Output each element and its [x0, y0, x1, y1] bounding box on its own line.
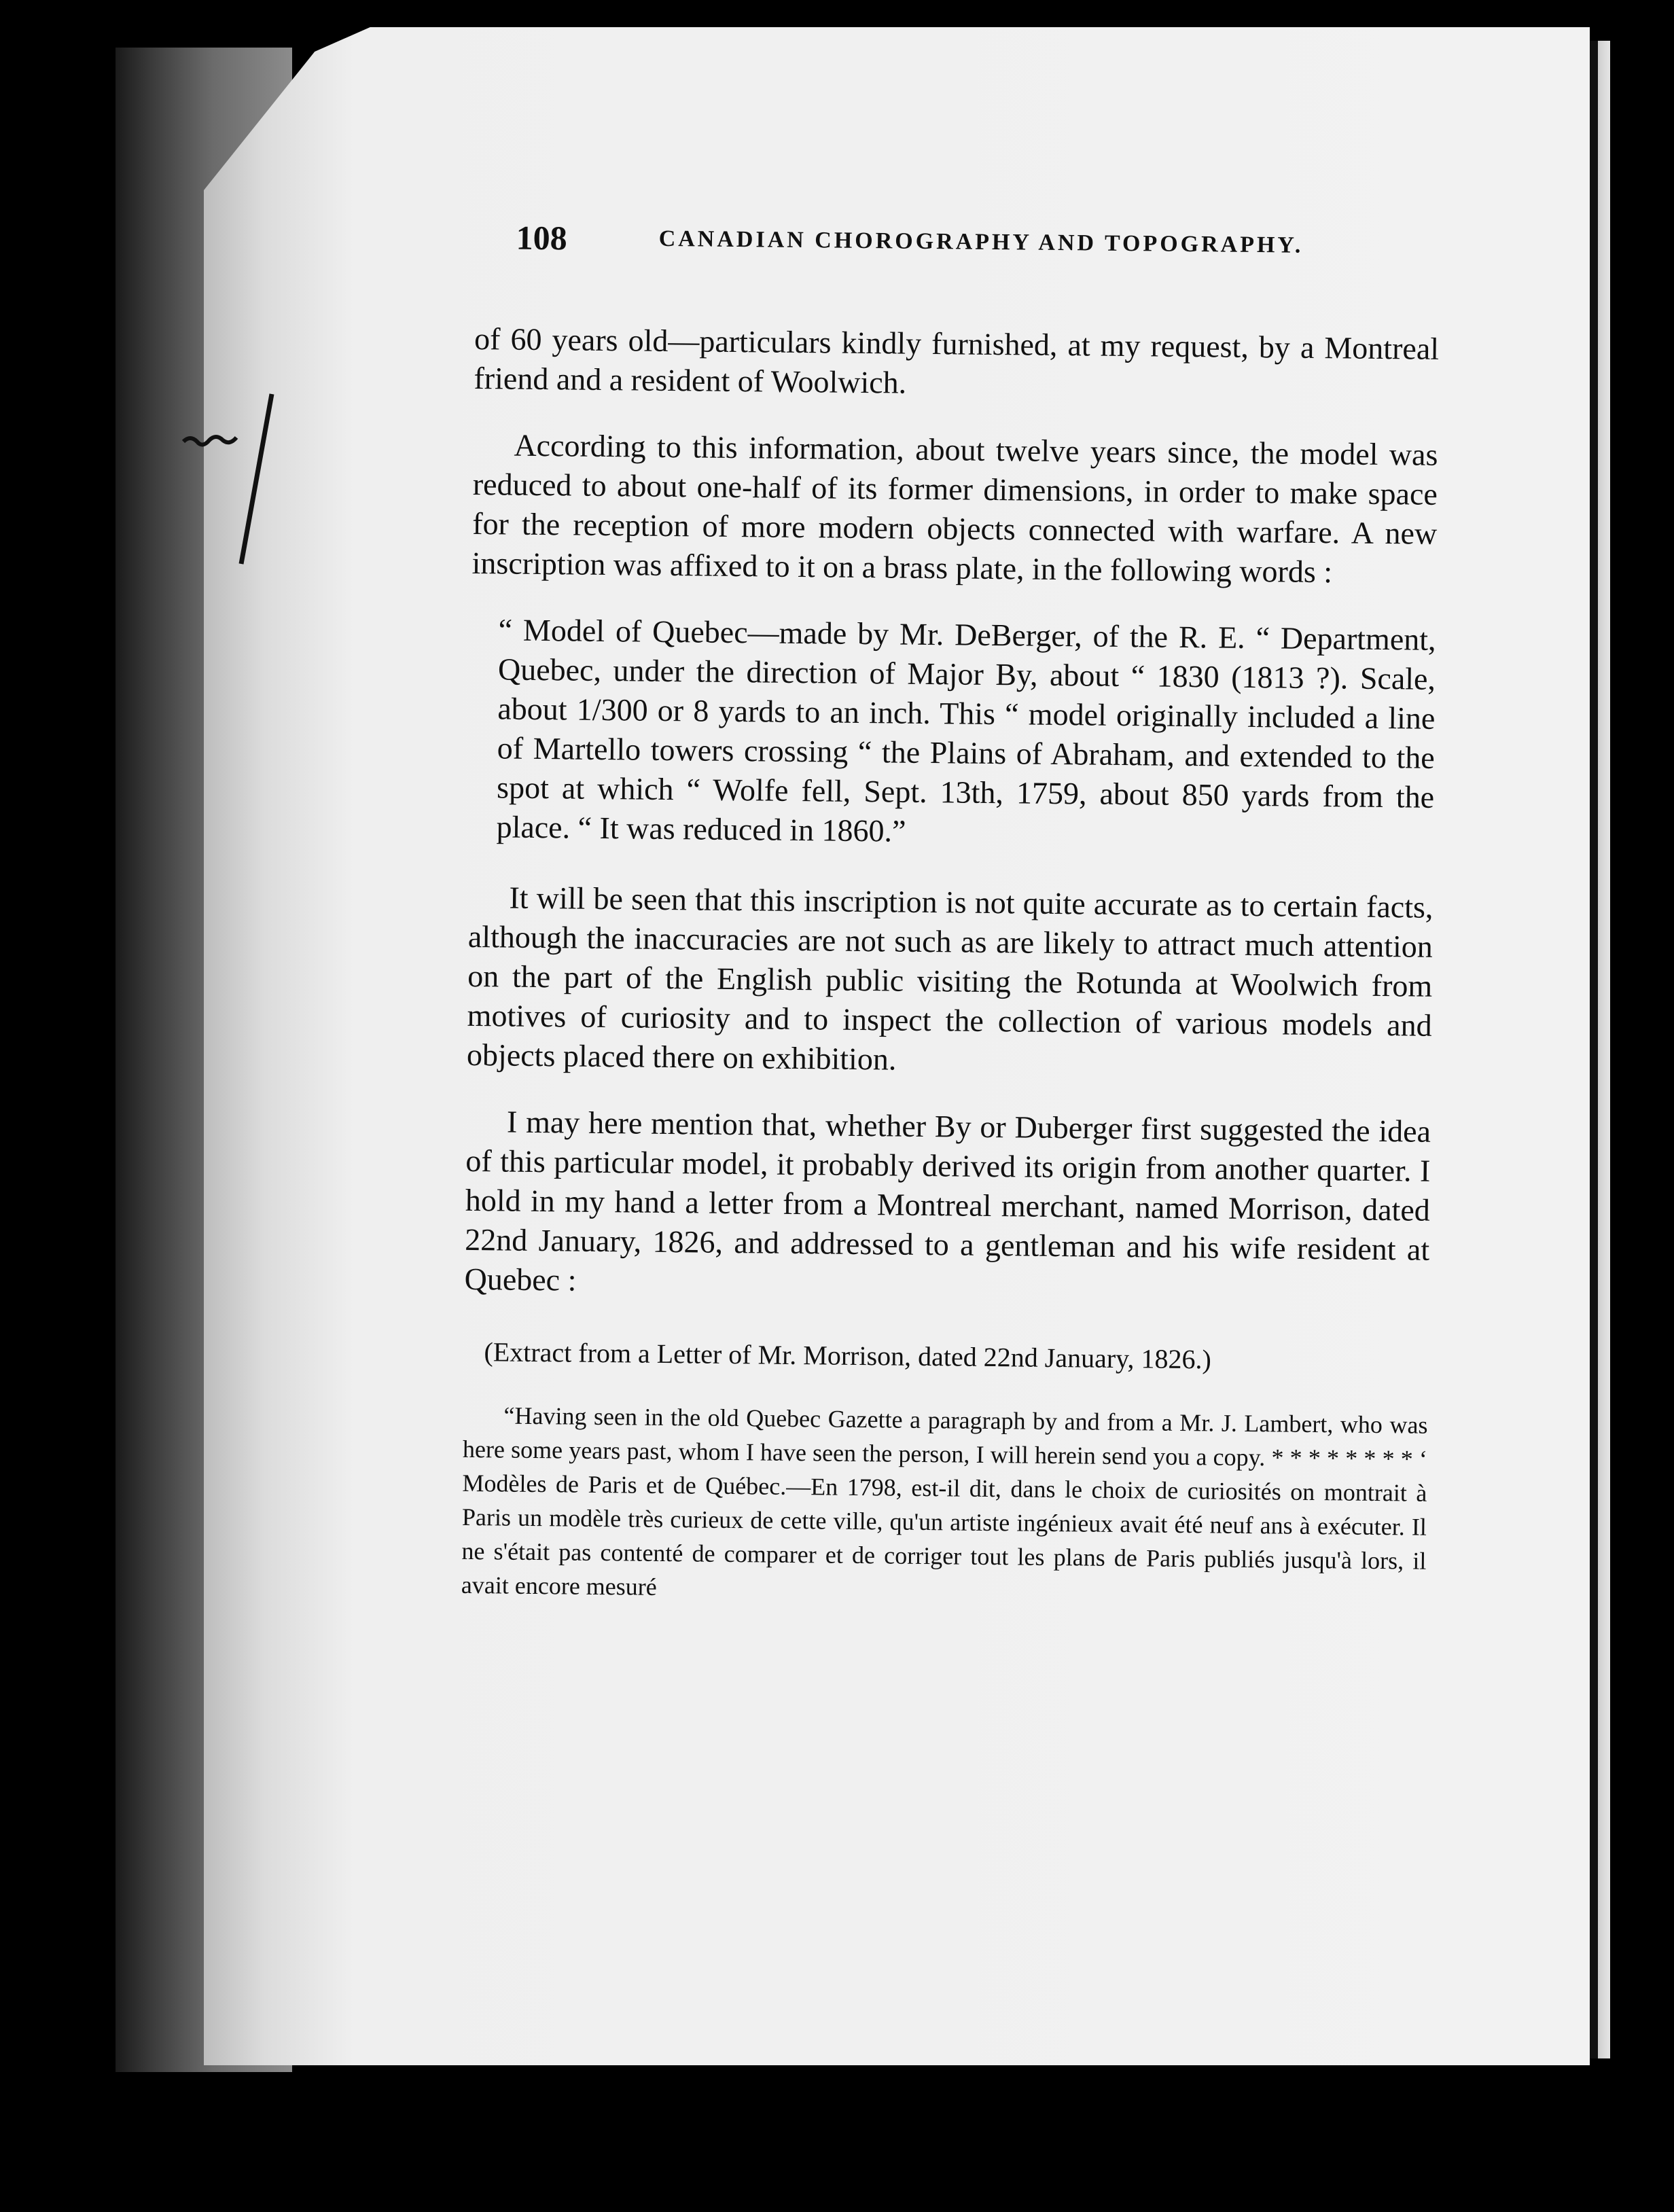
extract-caption: (Extract from a Letter of Mr. Morrison, dated 22nd January, 1826.): [484, 1336, 1212, 1375]
paragraph-3: It will be seen that this inscription is not quite accurate as to certain facts, although the inaccuracies are not such as are likely to attract much attention on the part of the English public visiting the Rotunda at Woolwich from motives of curiosity and to inspect the collection of various models and objects placed there on exhibition.: [466, 880, 1433, 1077]
paragraph-2: According to this information, about twelve years since, the model was reduced to about one-half of its former dimensions, in order to make space for the reception of more modern objects connected with warfare. A new inscription was affixed to it on a brass plate, in the following words :: [471, 427, 1438, 590]
page-header: [475, 217, 1440, 289]
paragraph-1: of 60 years old—particulars kindly furnished, at my request, by a Montreal friend and a resident of Woolwich.: [474, 321, 1440, 400]
page-content: [461, 217, 1440, 1637]
handwritten-margin-mark: [170, 380, 285, 571]
page-number: 108: [516, 218, 567, 257]
letter-extract: “Having seen in the old Quebec Gazette a paragraph by and from a Mr. J. Lambert, who was here some years past, whom I have seen the person, I will herein send you a copy. * * * * * * * * ‘ Modèles de Paris et de Québec.—En 1798, est-il dit, dans le choix de curiosités on montrait à Paris un modèle très curieux de cette ville, qu'un artiste ingénieux avait été neuf ans à exécuter. Il ne s'était pas contenté de comparer et de corriger tout les plans de Paris publiés jusqu'à lors, il avait encore mesuré: [461, 1402, 1428, 1601]
inscription-quote: “ Model of Quebec—made by Mr. DeBerger, of the R. E. “ Department, Quebec, under the direction of Major By, about “ 1830 (1813 ?). Scale, about 1/300 or 8 yards to an inch. This “ model originally included a line of Martello towers crossing “ the Plains of Abraham, and extended to the spot at which “ Wolfe fell, Sept. 13th, 1759, about 850 yards from the place. “ It was reduced in 1860.”: [496, 612, 1436, 849]
paragraph-4: I may here mention that, whether By or Duberger first suggested the idea of this particular model, it probably derived its origin from another quarter. I hold in my hand a letter from a Montreal merchant, named Morrison, dated 22nd January, 1826, and addressed to a gentleman and his wife resident at Quebec :: [464, 1104, 1431, 1298]
right-shadow: [1590, 41, 1598, 2058]
running-title: CANADIAN CHOROGRAPHY AND TOPOGRAPHY.: [658, 226, 1304, 258]
